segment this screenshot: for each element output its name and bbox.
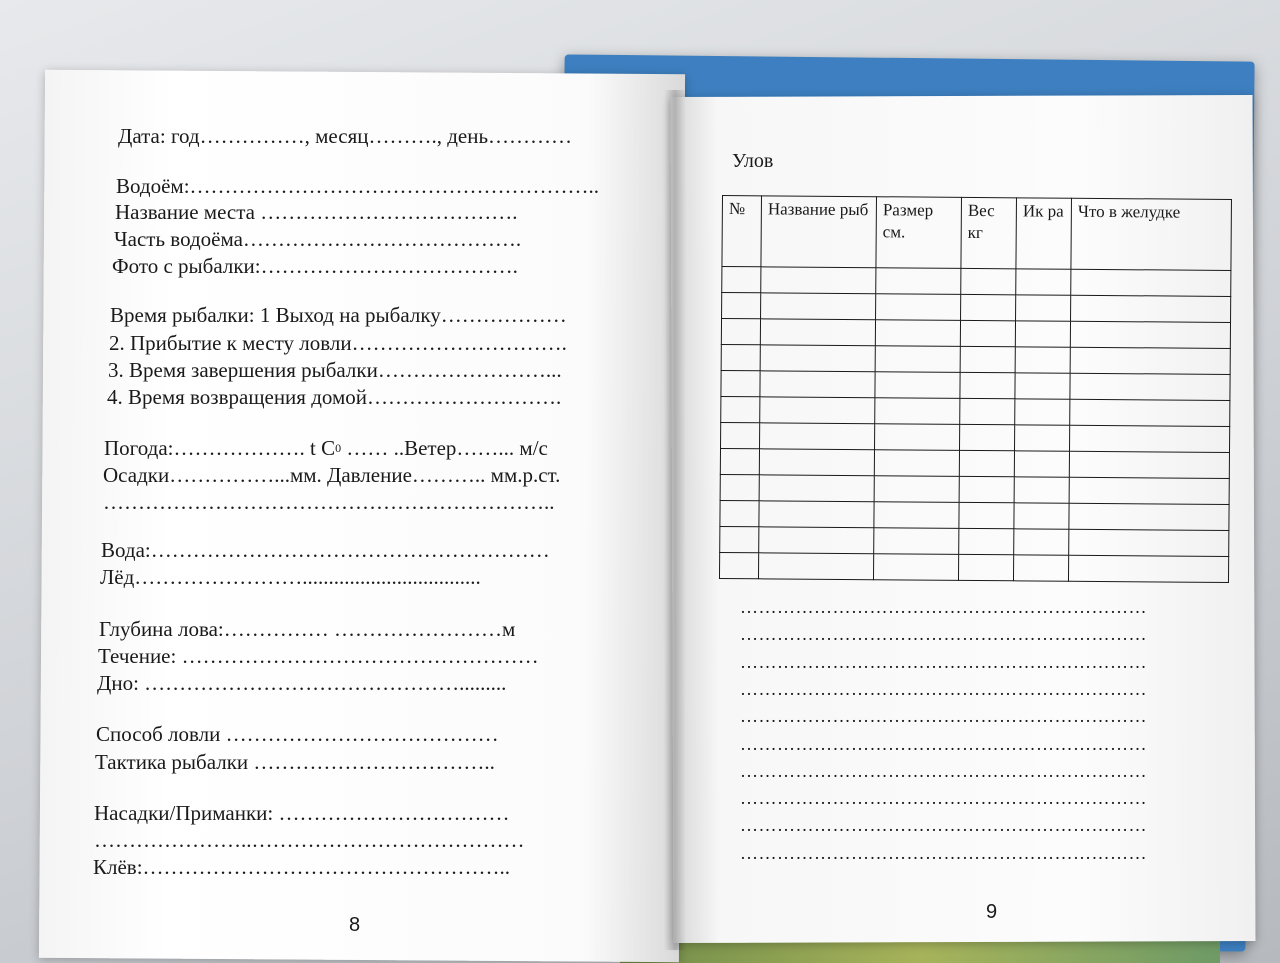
table-cell (761, 267, 876, 294)
table-cell (959, 476, 1014, 502)
weather-line-end: …… ..Ветер……... м/с (341, 436, 548, 460)
weather-line-start: Погода:………………. t C (104, 436, 336, 460)
table-cell (721, 344, 760, 370)
table-cell (1015, 373, 1070, 399)
table-cell (720, 474, 759, 500)
table-cell (1068, 555, 1228, 582)
table-cell (1070, 399, 1230, 426)
note-line: ………………………………………………………… (740, 678, 1147, 699)
table-cell (1069, 451, 1229, 478)
table-cell (721, 396, 760, 422)
table-cell (875, 424, 960, 451)
catch-table (719, 195, 1232, 583)
fishing-time-line: Время рыбалки: 1 Выход на рыбалку……………… (110, 303, 567, 327)
table-cell (960, 320, 1015, 346)
table-row (720, 448, 1229, 478)
bottom-line: Дно: ………………………………………......... (97, 671, 507, 695)
date-line: Дата: год……………, месяц………., день………… (118, 124, 573, 148)
table-cell (875, 398, 960, 425)
table-cell (760, 345, 875, 372)
catch-title: Улов (732, 150, 774, 172)
table-cell (1014, 477, 1069, 503)
table-cell (760, 371, 875, 398)
table-cell (760, 397, 875, 424)
table-cell (760, 319, 875, 346)
reservoir-part-line: Часть водоёма…………………………………. (114, 227, 522, 251)
weather-extra-line: ……………………………………………………….. (103, 490, 555, 514)
table-row (721, 396, 1230, 426)
table-cell (758, 553, 873, 580)
table-cell (875, 320, 960, 347)
table-cell (1015, 399, 1070, 425)
depth-line: Глубина лова:…………… ……………………м (99, 617, 516, 641)
table-cell (1016, 295, 1071, 321)
note-line: ………………………………………………………… (740, 842, 1147, 863)
return-home-line: 4. Время возвращения домой………………………. (107, 385, 562, 409)
table-cell (959, 528, 1014, 554)
table-cell (719, 552, 758, 578)
header-number: № (722, 196, 762, 267)
weather-line (104, 436, 548, 460)
table-cell (761, 293, 876, 320)
table-row (721, 319, 1230, 349)
baits-extra-line: …………………..………………………………… (94, 828, 525, 852)
table-row (721, 344, 1230, 374)
weather-degree-superscript: 0 (335, 441, 342, 455)
table-cell (1014, 425, 1069, 451)
note-line: ………………………………………………………… (740, 597, 1147, 617)
table-cell (959, 502, 1014, 528)
table-cell (1070, 373, 1230, 400)
table-cell (1014, 451, 1069, 477)
table-cell (759, 475, 874, 502)
reservoir-line: Водоём:………………………………………………….. (116, 174, 600, 198)
table-cell (961, 268, 1016, 294)
table-cell (721, 319, 760, 345)
place-name-line: Название места ………………………………. (115, 200, 518, 224)
finish-line: 3. Время завершения рыбалки……………………... (108, 358, 562, 382)
arrival-line: 2. Прибытие к месту ловли…………………………. (109, 331, 567, 355)
table-cell (960, 424, 1015, 450)
table-cell (1069, 503, 1229, 530)
catch-table-body (719, 267, 1230, 583)
note-line: ………………………………………………………… (740, 815, 1147, 836)
table-cell (760, 423, 875, 450)
table-cell (960, 398, 1015, 424)
left-page-number: 8 (349, 914, 361, 936)
table-cell (1069, 425, 1229, 452)
table-cell (1071, 295, 1231, 322)
table-cell (873, 554, 958, 581)
table-cell (1015, 347, 1070, 373)
note-line: ………………………………………………………… (740, 624, 1147, 645)
method-line: Способ ловли ………………………………… (96, 722, 499, 746)
table-cell (720, 500, 759, 526)
table-cell (961, 294, 1016, 320)
ice-line: Лёд…………………….................................. (100, 565, 481, 589)
table-cell (874, 528, 959, 555)
table-cell (1013, 555, 1068, 581)
note-line: ………………………………………………………… (740, 651, 1147, 672)
table-row (719, 552, 1228, 582)
photo-line: Фото с рыбалки:………………………………. (112, 254, 518, 278)
table-row (721, 370, 1230, 400)
table-row (722, 293, 1231, 323)
table-cell (759, 449, 874, 476)
header-fish-name: Название рыб (761, 196, 877, 268)
note-line: ………………………………………………………… (740, 733, 1147, 754)
table-cell (876, 268, 961, 295)
table-cell (1070, 321, 1230, 348)
table-cell (960, 372, 1015, 398)
table-cell (960, 346, 1015, 372)
table-cell (1069, 529, 1229, 556)
header-roe: Ик ра (1016, 198, 1072, 269)
table-cell (759, 501, 874, 528)
table-cell (721, 370, 760, 396)
table-row (721, 422, 1230, 452)
table-cell (1014, 529, 1069, 555)
table-cell (874, 450, 959, 477)
table-cell (720, 526, 759, 552)
table-cell (720, 448, 759, 474)
header-weight: Вес кг (961, 197, 1017, 268)
table-cell (722, 293, 761, 319)
table-cell (876, 294, 961, 321)
right-page-number: 9 (986, 901, 998, 923)
table-cell (721, 422, 760, 448)
book-spine (664, 90, 686, 950)
table-row (720, 500, 1229, 530)
table-cell (1070, 347, 1230, 374)
table-cell (1069, 477, 1229, 504)
table-cell (1016, 269, 1071, 295)
table-row (720, 526, 1229, 556)
header-size: Размер см. (876, 197, 962, 269)
table-cell (1014, 503, 1069, 529)
current-line: Течение: …………………………………………… (98, 644, 539, 668)
note-line: ………………………………………………………… (740, 788, 1147, 809)
water-line: Вода:………………………………………………… (101, 538, 550, 562)
table-cell (1071, 269, 1231, 296)
header-stomach-contents: Что в желудке (1071, 198, 1232, 270)
table-cell (874, 476, 959, 503)
table-cell (759, 527, 874, 554)
precipitation-line: Осадки……………...мм. Давление……….. мм.р.ст. (103, 463, 561, 487)
table-cell (722, 267, 761, 293)
table-row (720, 474, 1229, 504)
catch-table-header-row (722, 196, 1232, 271)
table-cell (875, 372, 960, 399)
table-cell (875, 346, 960, 373)
note-line: ………………………………………………………… (740, 760, 1147, 781)
table-cell (959, 450, 1014, 476)
note-line: ………………………………………………………… (740, 706, 1147, 727)
baits-line: Насадки/Приманки: …………………………… (94, 801, 510, 825)
table-row (722, 267, 1231, 297)
table-cell (958, 554, 1013, 580)
table-cell (874, 502, 959, 529)
tactics-line: Тактика рыбалки …………………………….. (95, 750, 495, 774)
table-cell (1015, 321, 1070, 347)
bite-line: Клёв:…………………………………………….. (93, 855, 511, 879)
